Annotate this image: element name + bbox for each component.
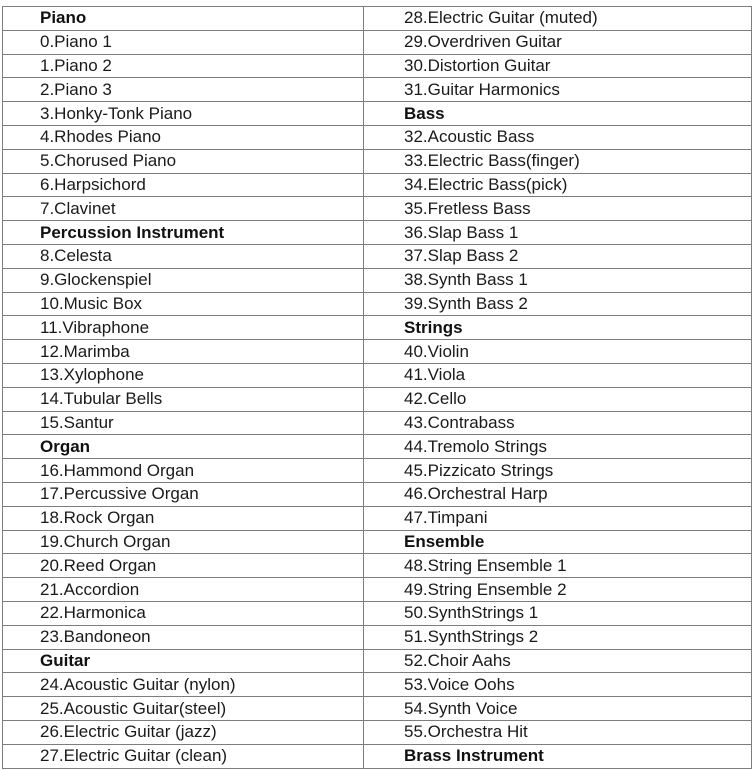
- voice-name-cell: 6.Harpsichord: [3, 173, 364, 197]
- table-row: [3, 578, 752, 602]
- table-row: [3, 720, 752, 744]
- table-row: [3, 102, 752, 126]
- table-row: [3, 387, 752, 411]
- table-row: [3, 673, 752, 697]
- category-header-cell: Strings: [364, 316, 752, 340]
- table-row: [3, 316, 752, 340]
- table-row: [3, 744, 752, 768]
- table-row: [3, 221, 752, 245]
- table-row: [3, 363, 752, 387]
- table-row: [3, 78, 752, 102]
- table-row: [3, 7, 752, 31]
- voice-name-cell: 25.Acoustic Guitar(steel): [3, 697, 364, 721]
- table-row: [3, 268, 752, 292]
- voice-name-cell: 39.Synth Bass 2: [364, 292, 752, 316]
- voice-name-cell: 51.SynthStrings 2: [364, 625, 752, 649]
- table-row: [3, 292, 752, 316]
- voice-name-cell: 1.Piano 2: [3, 54, 364, 78]
- voice-name-cell: 52.Choir Aahs: [364, 649, 752, 673]
- table-row: [3, 625, 752, 649]
- category-header-cell: Organ: [3, 435, 364, 459]
- table-row: [3, 149, 752, 173]
- voice-name-cell: 20.Reed Organ: [3, 554, 364, 578]
- voice-name-cell: 4.Rhodes Piano: [3, 125, 364, 149]
- table-row: [3, 649, 752, 673]
- table-row: [3, 482, 752, 506]
- voice-name-cell: 35.Fretless Bass: [364, 197, 752, 221]
- category-header-cell: Percussion Instrument: [3, 221, 364, 245]
- table-row: [3, 244, 752, 268]
- voice-name-cell: 8.Celesta: [3, 244, 364, 268]
- table-row: [3, 173, 752, 197]
- table-row: [3, 601, 752, 625]
- voice-name-cell: 21.Accordion: [3, 578, 364, 602]
- table-row: [3, 340, 752, 364]
- voice-name-cell: 34.Electric Bass(pick): [364, 173, 752, 197]
- voice-name-cell: 12.Marimba: [3, 340, 364, 364]
- voice-name-cell: 5.Chorused Piano: [3, 149, 364, 173]
- voice-name-cell: 13.Xylophone: [3, 363, 364, 387]
- voice-name-cell: 46.Orchestral Harp: [364, 482, 752, 506]
- voice-name-cell: 42.Cello: [364, 387, 752, 411]
- table-row: [3, 411, 752, 435]
- table-row: [3, 125, 752, 149]
- table-row: [3, 459, 752, 483]
- table-row: [3, 30, 752, 54]
- voice-name-cell: 19.Church Organ: [3, 530, 364, 554]
- voice-name-cell: 33.Electric Bass(finger): [364, 149, 752, 173]
- voice-name-cell: 15.Santur: [3, 411, 364, 435]
- voice-name-cell: 38.Synth Bass 1: [364, 268, 752, 292]
- voice-name-cell: 44.Tremolo Strings: [364, 435, 752, 459]
- voice-name-cell: 16.Hammond Organ: [3, 459, 364, 483]
- voice-name-cell: 47.Timpani: [364, 506, 752, 530]
- voice-name-cell: 45.Pizzicato Strings: [364, 459, 752, 483]
- voice-name-cell: 54.Synth Voice: [364, 697, 752, 721]
- voice-name-cell: 11.Vibraphone: [3, 316, 364, 340]
- voice-name-cell: 53.Voice Oohs: [364, 673, 752, 697]
- table-row: [3, 697, 752, 721]
- voice-name-cell: 43.Contrabass: [364, 411, 752, 435]
- table-row: [3, 435, 752, 459]
- table-row: [3, 197, 752, 221]
- voice-name-cell: 27.Electric Guitar (clean): [3, 744, 364, 768]
- voice-name-cell: 40.Violin: [364, 340, 752, 364]
- voice-name-cell: 48.String Ensemble 1: [364, 554, 752, 578]
- voice-name-cell: 49.String Ensemble 2: [364, 578, 752, 602]
- category-header-cell: Ensemble: [364, 530, 752, 554]
- voice-name-cell: 9.Glockenspiel: [3, 268, 364, 292]
- voice-name-cell: 36.Slap Bass 1: [364, 221, 752, 245]
- voice-name-cell: 7.Clavinet: [3, 197, 364, 221]
- voice-name-cell: 28.Electric Guitar (muted): [364, 7, 752, 31]
- voice-name-cell: 50.SynthStrings 1: [364, 601, 752, 625]
- category-header-cell: Brass Instrument: [364, 744, 752, 768]
- voice-name-cell: 55.Orchestra Hit: [364, 720, 752, 744]
- voice-name-cell: 23.Bandoneon: [3, 625, 364, 649]
- voice-name-cell: 24.Acoustic Guitar (nylon): [3, 673, 364, 697]
- voice-name-cell: 14.Tubular Bells: [3, 387, 364, 411]
- voice-name-cell: 18.Rock Organ: [3, 506, 364, 530]
- voice-name-cell: 31.Guitar Harmonics: [364, 78, 752, 102]
- table-row: [3, 506, 752, 530]
- voice-name-cell: 17.Percussive Organ: [3, 482, 364, 506]
- voice-name-cell: 29.Overdriven Guitar: [364, 30, 752, 54]
- voice-name-cell: 32.Acoustic Bass: [364, 125, 752, 149]
- voice-name-cell: 22.Harmonica: [3, 601, 364, 625]
- category-header-cell: Bass: [364, 102, 752, 126]
- voice-name-cell: 3.Honky-Tonk Piano: [3, 102, 364, 126]
- voice-name-cell: 10.Music Box: [3, 292, 364, 316]
- category-header-cell: Guitar: [3, 649, 364, 673]
- category-header-cell: Piano: [3, 7, 364, 31]
- voice-name-cell: 26.Electric Guitar (jazz): [3, 720, 364, 744]
- table-row: [3, 54, 752, 78]
- table-row: [3, 554, 752, 578]
- voice-name-cell: 2.Piano 3: [3, 78, 364, 102]
- voice-table-body: [3, 7, 752, 769]
- voice-name-cell: 0.Piano 1: [3, 30, 364, 54]
- voice-name-cell: 41.Viola: [364, 363, 752, 387]
- instrument-voice-table: [2, 6, 752, 769]
- table-row: [3, 530, 752, 554]
- voice-name-cell: 30.Distortion Guitar: [364, 54, 752, 78]
- voice-name-cell: 37.Slap Bass 2: [364, 244, 752, 268]
